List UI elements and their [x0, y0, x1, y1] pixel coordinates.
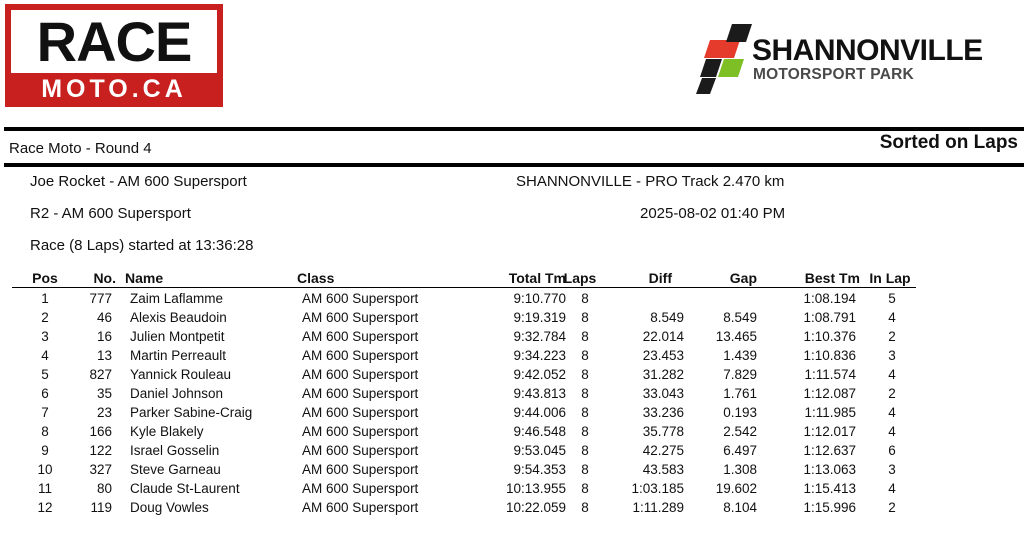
cell-pos: 4 [41, 348, 49, 363]
cell-laps: 8 [581, 291, 589, 306]
shannonville-logo-name: SHANNONVILLE [752, 34, 983, 67]
cell-laps: 8 [581, 443, 589, 458]
cell-name: Martin Perreault [130, 348, 227, 363]
column-header-class: Class [297, 270, 335, 286]
cell-gap: 7.829 [723, 367, 757, 382]
table-row [12, 441, 916, 460]
cell-diff: 1:03.185 [631, 481, 684, 496]
column-header-in-lap: In Lap [869, 270, 911, 286]
cell-class: AM 600 Supersport [302, 291, 419, 306]
cell-name: Israel Gosselin [130, 443, 220, 458]
cell-total-time: 9:10.770 [513, 291, 566, 306]
race-name: R2 - AM 600 Supersport [30, 205, 191, 222]
cell-laps: 8 [581, 386, 589, 401]
cell-laps: 8 [581, 367, 589, 382]
shannonville-logo-subtitle: MOTORSPORT PARK [753, 66, 914, 83]
cell-laps: 8 [581, 424, 589, 439]
cell-name: Yannick Rouleau [130, 367, 232, 382]
cell-in-lap: 2 [888, 500, 896, 515]
cell-number: 23 [96, 405, 112, 420]
column-header-pos: Pos [32, 270, 58, 286]
racemoto-logo[interactable] [5, 4, 223, 107]
table-row [12, 289, 916, 308]
table-row [12, 365, 916, 384]
cell-in-lap: 6 [888, 443, 896, 458]
session-name: Joe Rocket - AM 600 Supersport [30, 173, 247, 190]
sort-label: Sorted on Laps [879, 132, 1018, 153]
column-header-diff: Diff [648, 270, 672, 286]
cell-number: 327 [89, 462, 112, 477]
cell-diff: 42.275 [642, 443, 684, 458]
cell-diff: 23.453 [642, 348, 684, 363]
cell-pos: 3 [41, 329, 49, 344]
cell-laps: 8 [581, 348, 589, 363]
cell-best-time: 1:15.413 [803, 481, 856, 496]
cell-best-time: 1:12.637 [803, 443, 856, 458]
header-divider [4, 163, 1024, 167]
cell-number: 35 [96, 386, 112, 401]
cell-class: AM 600 Supersport [302, 367, 419, 382]
cell-diff: 1:11.289 [632, 500, 684, 515]
shannonville-stripes-icon [694, 22, 752, 96]
cell-number: 166 [89, 424, 112, 439]
cell-gap: 0.193 [723, 405, 757, 420]
table-row [12, 422, 916, 441]
cell-laps: 8 [581, 500, 589, 515]
table-row [12, 479, 916, 498]
cell-diff: 31.282 [642, 367, 684, 382]
cell-best-time: 1:13.063 [803, 462, 856, 477]
cell-name: Julien Montpetit [130, 329, 225, 344]
column-header-number: No. [93, 270, 116, 286]
cell-gap: 19.602 [715, 481, 757, 496]
cell-gap: 8.549 [723, 310, 757, 325]
cell-total-time: 9:19.319 [513, 310, 566, 325]
cell-in-lap: 4 [888, 424, 896, 439]
cell-name: Daniel Johnson [130, 386, 224, 401]
cell-number: 777 [89, 291, 112, 306]
cell-diff: 33.236 [642, 405, 684, 420]
cell-class: AM 600 Supersport [302, 405, 419, 420]
cell-diff: 43.583 [642, 462, 684, 477]
cell-total-time: 9:43.813 [513, 386, 566, 401]
table-row [12, 498, 916, 517]
cell-total-time: 9:34.223 [513, 348, 566, 363]
table-row [12, 346, 916, 365]
cell-name: Parker Sabine-Craig [130, 405, 253, 420]
cell-laps: 8 [581, 329, 589, 344]
cell-pos: 6 [41, 386, 49, 401]
cell-pos: 9 [41, 443, 49, 458]
cell-total-time: 9:32.784 [513, 329, 566, 344]
cell-in-lap: 4 [888, 405, 896, 420]
cell-in-lap: 4 [888, 481, 896, 496]
cell-name: Alexis Beaudoin [130, 310, 227, 325]
table-row [12, 327, 916, 346]
table-row [12, 308, 916, 327]
cell-best-time: 1:12.017 [803, 424, 856, 439]
cell-best-time: 1:15.996 [803, 500, 856, 515]
column-header-laps: Laps [563, 270, 597, 286]
track-info: SHANNONVILLE - PRO Track 2.470 km [516, 173, 785, 190]
cell-in-lap: 3 [888, 348, 896, 363]
cell-total-time: 9:44.006 [513, 405, 566, 420]
column-header-name: Name [125, 270, 164, 286]
cell-number: 16 [96, 329, 112, 344]
cell-name: Doug Vowles [130, 500, 209, 515]
cell-pos: 5 [41, 367, 49, 382]
cell-class: AM 600 Supersport [302, 329, 419, 344]
race-date-time: 2025-08-02 01:40 PM [640, 205, 786, 222]
table-row [12, 403, 916, 422]
cell-total-time: 9:53.045 [513, 443, 566, 458]
cell-number: 827 [89, 367, 112, 382]
table-row [12, 460, 916, 479]
cell-pos: 11 [37, 481, 52, 496]
cell-class: AM 600 Supersport [302, 500, 419, 515]
cell-in-lap: 5 [888, 291, 896, 306]
cell-best-time: 1:08.791 [803, 310, 856, 325]
cell-best-time: 1:11.574 [804, 367, 856, 382]
cell-total-time: 10:13.955 [505, 481, 566, 496]
cell-class: AM 600 Supersport [302, 310, 419, 325]
cell-in-lap: 3 [888, 462, 896, 477]
cell-total-time: 9:54.353 [513, 462, 566, 477]
cell-pos: 10 [37, 462, 53, 477]
cell-gap: 1.439 [723, 348, 757, 363]
cell-number: 46 [96, 310, 112, 325]
racemoto-logo-race-text: RACE [36, 9, 192, 73]
cell-name: Kyle Blakely [130, 424, 204, 439]
results-table-header [12, 270, 916, 288]
cell-number: 13 [96, 348, 112, 363]
cell-class: AM 600 Supersport [302, 443, 419, 458]
cell-laps: 8 [581, 310, 589, 325]
cell-gap: 13.465 [715, 329, 757, 344]
cell-gap: 8.104 [723, 500, 757, 515]
column-header-gap: Gap [729, 270, 757, 286]
cell-diff: 33.043 [642, 386, 684, 401]
event-title: Race Moto - Round 4 [9, 140, 152, 157]
cell-best-time: 1:10.836 [803, 348, 856, 363]
cell-name: Zaim Laflamme [130, 291, 224, 306]
cell-laps: 8 [581, 405, 589, 420]
cell-class: AM 600 Supersport [302, 386, 419, 401]
cell-best-time: 1:12.087 [803, 386, 856, 401]
race-start-info: Race (8 Laps) started at 13:36:28 [30, 237, 254, 254]
results-table-body [12, 289, 916, 517]
column-header-total-time: Total Tm [508, 270, 566, 286]
top-divider [4, 127, 1024, 131]
cell-number: 119 [90, 500, 112, 515]
cell-in-lap: 4 [888, 310, 896, 325]
table-row [12, 384, 916, 403]
cell-in-lap: 4 [888, 367, 896, 382]
cell-laps: 8 [581, 462, 589, 477]
cell-number: 122 [89, 443, 112, 458]
cell-laps: 8 [581, 481, 589, 496]
cell-diff: 35.778 [642, 424, 684, 439]
shannonville-logo[interactable] [694, 22, 1020, 96]
cell-class: AM 600 Supersport [302, 424, 419, 439]
cell-number: 80 [96, 481, 112, 496]
racemoto-logo-top [11, 10, 217, 73]
cell-best-time: 1:11.985 [804, 405, 856, 420]
cell-name: Steve Garneau [130, 462, 221, 477]
cell-total-time: 9:42.052 [513, 367, 566, 382]
cell-class: AM 600 Supersport [302, 348, 419, 363]
racemoto-logo-moto-text: MOTO.CA [41, 75, 187, 103]
column-header-best-time: Best Tm [804, 270, 860, 286]
cell-gap: 6.497 [723, 443, 757, 458]
cell-pos: 1 [41, 291, 49, 306]
cell-class: AM 600 Supersport [302, 481, 419, 496]
cell-class: AM 600 Supersport [302, 462, 419, 477]
cell-diff: 22.014 [642, 329, 684, 344]
cell-diff: 8.549 [650, 310, 684, 325]
cell-total-time: 9:46.548 [513, 424, 566, 439]
cell-best-time: 1:10.376 [803, 329, 856, 344]
cell-in-lap: 2 [888, 329, 896, 344]
cell-name: Claude St-Laurent [130, 481, 240, 496]
cell-pos: 8 [41, 424, 49, 439]
cell-in-lap: 2 [888, 386, 896, 401]
cell-pos: 2 [41, 310, 49, 325]
cell-gap: 1.761 [723, 386, 757, 401]
cell-gap: 2.542 [723, 424, 757, 439]
cell-pos: 7 [41, 405, 49, 420]
cell-total-time: 10:22.059 [505, 500, 566, 515]
cell-gap: 1.308 [723, 462, 757, 477]
cell-pos: 12 [37, 500, 53, 515]
cell-best-time: 1:08.194 [803, 291, 856, 306]
